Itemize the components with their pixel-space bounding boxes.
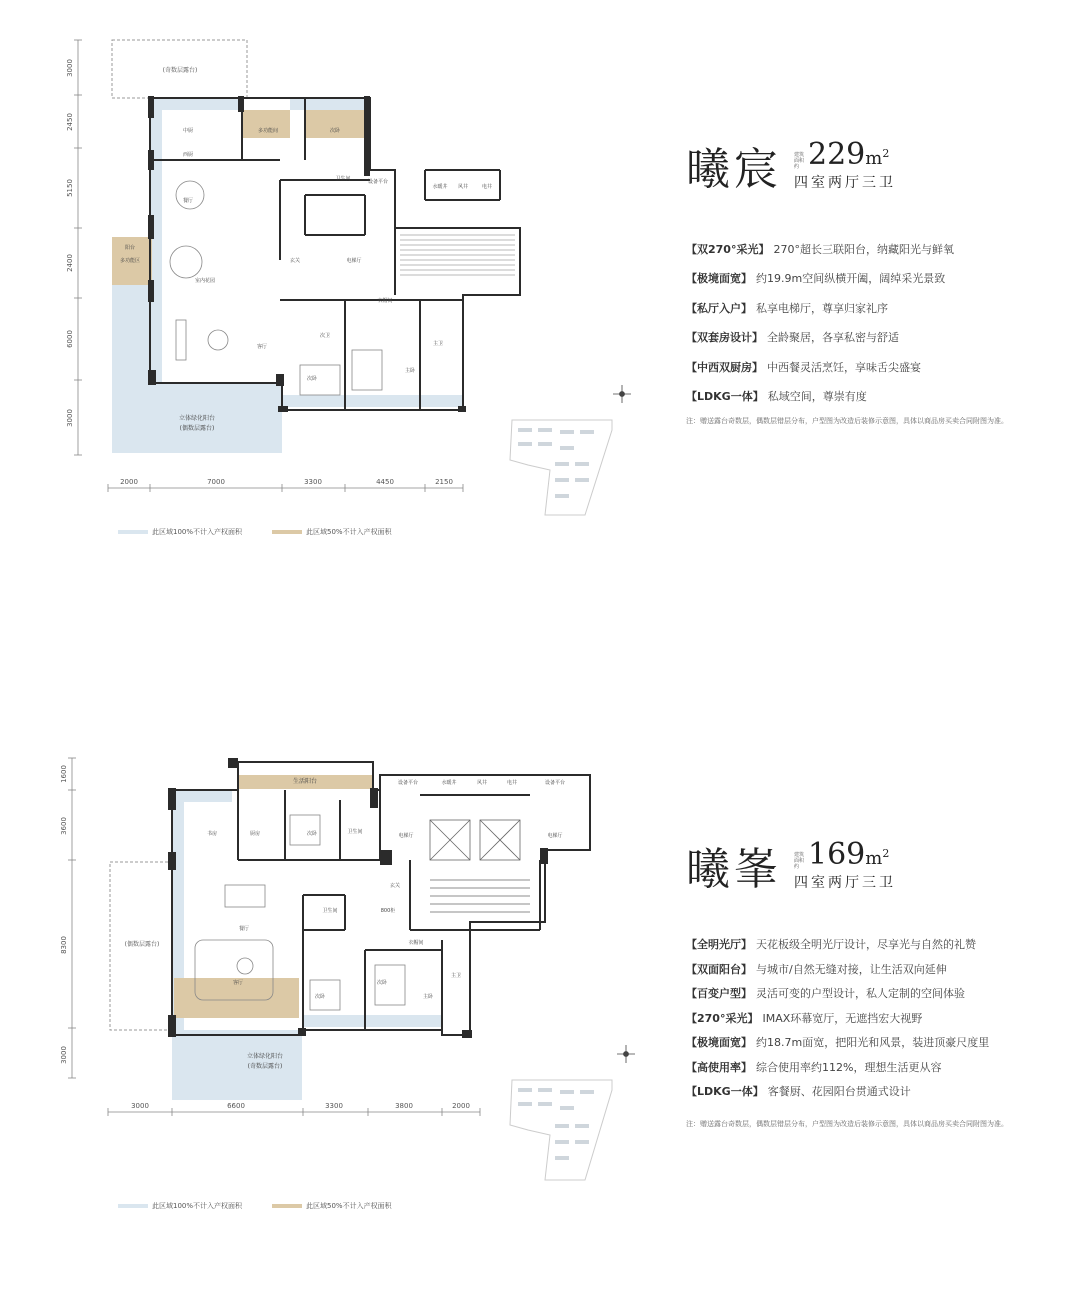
feature-tag: 【双套房设计】 [686,331,763,345]
room-label: 风井 [476,780,488,786]
area-unit: m [865,848,883,869]
room-label: 风井 [457,184,469,190]
feature-desc: 中西餐灵活烹饪，享味舌尖盛宴 [767,360,921,374]
terrace-left-label: (偶数层露台) [124,941,160,948]
feature-tag: 【LDKG一体】 [686,390,764,404]
room-label: 阳台 [124,245,136,251]
room-label: 设备平台 [544,780,566,786]
room-label: 电梯厅 [346,258,362,264]
legend-100-label: 此区域100%不计入产权面积 [152,528,243,536]
area-tag: 建筑面积约 [794,852,805,870]
room-label: 水暖井 [441,780,457,786]
area-unit-sup: 2 [882,147,890,160]
balcony-label: 立体绿化阳台 [178,415,216,422]
area-number: 229 [808,137,866,172]
feature-tag: 【LDKG一体】 [686,1085,764,1099]
legend-50-label: 此区域50%不计入产权面积 [306,528,392,536]
dim-left: 3000 [66,59,74,77]
legend-swatch-blue [118,530,148,534]
room-label: 电井 [506,780,518,786]
terrace-top-label: (奇数层露台) [162,67,198,74]
room-label: 主卫 [450,973,462,979]
room-label: 卫生间 [335,176,351,182]
room-label: 多功能区 [119,258,141,264]
feature-desc: 私享电梯厅，尊享归家礼序 [756,301,888,315]
feature-tag: 【中西双厨房】 [686,360,763,374]
dim-left: 1600 [60,765,68,783]
feature-desc: 天花板级全明光厅设计，尽享光与自然的礼赞 [756,938,976,952]
site-key-plan-icon [510,1080,612,1180]
feature-desc: 270°超长三联阳台，纳藏阳光与鲜氧 [773,242,954,256]
feature-item [686,1079,1056,1104]
unit-info-1 [686,137,1056,411]
room-label: 主卧 [404,368,416,374]
room-label: 水暖井 [432,184,448,190]
room-label: 多功能间 [257,128,279,134]
balcony-top-label: 生活阳台 [292,778,318,785]
feature-item [686,1006,1056,1031]
room-label: 室内花园 [194,278,216,284]
feature-desc: 灵活可变的户型设计，私人定制的空间体验 [756,987,965,1001]
legend-50-label: 此区域50%不计入产权面积 [306,1202,392,1210]
room-label: 电梯厅 [547,833,563,839]
room-label: 玄关 [289,258,301,264]
footnote-2: 注：赠送露台奇数层，偶数层错层分布，户型图为改造后装修示意图，具体以商品房买卖合同附图为准。 [686,1120,1008,1128]
floor-plan-2-drawing [0,740,640,1220]
feature-desc: 综合使用率约112%，理想生活更从容 [756,1060,942,1074]
feature-item [686,352,1056,382]
room-label: 设备平台 [397,780,419,786]
feature-item [686,382,1056,412]
unit-title: 曦宸 [686,144,782,195]
dim-left: 3000 [66,409,74,427]
legend-1 [118,527,392,537]
feature-desc: 全龄聚居，各享私密与舒适 [767,331,899,345]
area-tag: 建筑面积约 [794,152,805,170]
floor-plan-1-drawing [0,0,640,560]
room-label: 卫生间 [322,908,338,914]
room-label: 客厅 [256,344,268,350]
dim-bottom: 2150 [435,478,453,486]
unit-info-2 [686,837,1056,1104]
room-label: 次卧 [376,980,388,986]
room-label: 设备平台 [367,179,389,185]
feature-tag: 【全明光厅】 [686,938,752,952]
room-label: 客厅 [232,980,244,986]
legend-swatch-tan [272,1204,302,1208]
feature-item [686,323,1056,353]
feature-desc: 与城市/自然无缝对接，让生活双向延伸 [756,962,947,976]
room-label: 次卧 [329,128,341,134]
dim-left: 2400 [66,254,74,272]
dim-bottom: 3300 [304,478,322,486]
dim-left: 5150 [66,179,74,197]
feature-desc: 约19.9m空间纵横开阖，阔绰采光景致 [756,272,946,286]
room-label: 主卧 [422,994,434,1000]
room-label: 800柜 [380,908,396,914]
feature-item [686,234,1056,264]
feature-desc: 客餐厨、花园阳台贯通式设计 [767,1085,911,1099]
dim-left: 3600 [60,817,68,835]
room-label: 中厨 [182,128,194,134]
legend-swatch-tan [272,530,302,534]
dim-bottom: 3800 [395,1102,413,1110]
feature-list [686,932,1056,1104]
dim-bottom: 2000 [120,478,138,486]
legend-100-label: 此区域100%不计入产权面积 [152,1202,243,1210]
feature-item [686,981,1056,1006]
feature-item [686,293,1056,323]
room-label: 卫生间 [347,829,363,835]
feature-tag: 【百变户型】 [686,987,752,1001]
dim-left: 8300 [60,936,68,954]
floor-plan-1 [0,0,640,560]
unit-layout: 四室两厅三卫 [794,175,896,191]
dim-bottom: 6600 [227,1102,245,1110]
feature-tag: 【私厅入户】 [686,301,752,315]
room-label: 西厨 [182,152,194,158]
feature-tag: 【双270°采光】 [686,242,770,256]
feature-item [686,264,1056,294]
dim-left: 6000 [66,330,74,348]
dim-bottom: 3300 [325,1102,343,1110]
feature-item [686,932,1056,957]
dim-left: 3000 [60,1046,68,1064]
dim-bottom: 2000 [452,1102,470,1110]
dim-left: 2450 [66,113,74,131]
room-label: 次卫 [319,333,331,339]
floor-plan-2 [0,740,640,1220]
balcony-label-sub: (偶数层露台) [179,425,215,432]
dim-bottom: 4450 [376,478,394,486]
compass-icon [617,1045,635,1063]
balcony-label-sub: (奇数层露台) [247,1063,283,1070]
room-label: 玄关 [389,883,401,889]
room-label: 餐厅 [182,198,194,204]
dim-bottom: 7000 [207,478,225,486]
feature-item [686,1030,1056,1055]
footnote-1: 注：赠送露台奇数层，偶数层错层分布，户型图为改造后装修示意图，具体以商品房买卖合同附图为准。 [686,417,1008,425]
dim-bottom: 3000 [131,1102,149,1110]
room-label: 次卧 [306,376,318,382]
feature-tag: 【270°采光】 [686,1011,759,1025]
room-label: 衣帽间 [377,298,393,304]
room-label: 电梯厅 [398,833,414,839]
room-label: 餐厅 [238,926,250,932]
unit-layout: 四室两厅三卫 [794,875,896,891]
legend-swatch-blue [118,1204,148,1208]
compass-icon [613,385,631,403]
feature-item [686,957,1056,982]
area-unit: m [865,148,883,169]
room-label: 主卫 [432,341,444,347]
feature-tag: 【双面阳台】 [686,962,752,976]
feature-list [686,234,1056,411]
legend-2 [118,1201,392,1211]
unit-title: 曦峯 [686,844,782,895]
feature-tag: 【高使用率】 [686,1060,752,1074]
room-label: 厨房 [249,831,261,837]
balcony-label: 立体绿化阳台 [246,1053,284,1060]
feature-desc: IMAX环幕宽厅，无遮挡宏大视野 [762,1011,923,1025]
feature-tag: 【极境面宽】 [686,1036,752,1050]
feature-desc: 约18.7m面宽，把阳光和风景，装进顶豪尺度里 [756,1036,990,1050]
feature-item [686,1055,1056,1080]
area-number: 169 [808,837,866,872]
feature-tag: 【极境面宽】 [686,272,752,286]
room-label: 衣帽间 [408,940,424,946]
site-key-plan-icon [510,420,612,515]
room-label: 电井 [481,184,493,190]
room-label: 次卧 [306,831,318,837]
area-unit-sup: 2 [882,847,890,860]
room-label: 次卧 [314,994,326,1000]
feature-desc: 私域空间，尊崇有度 [767,390,867,404]
room-label: 书房 [206,831,218,837]
